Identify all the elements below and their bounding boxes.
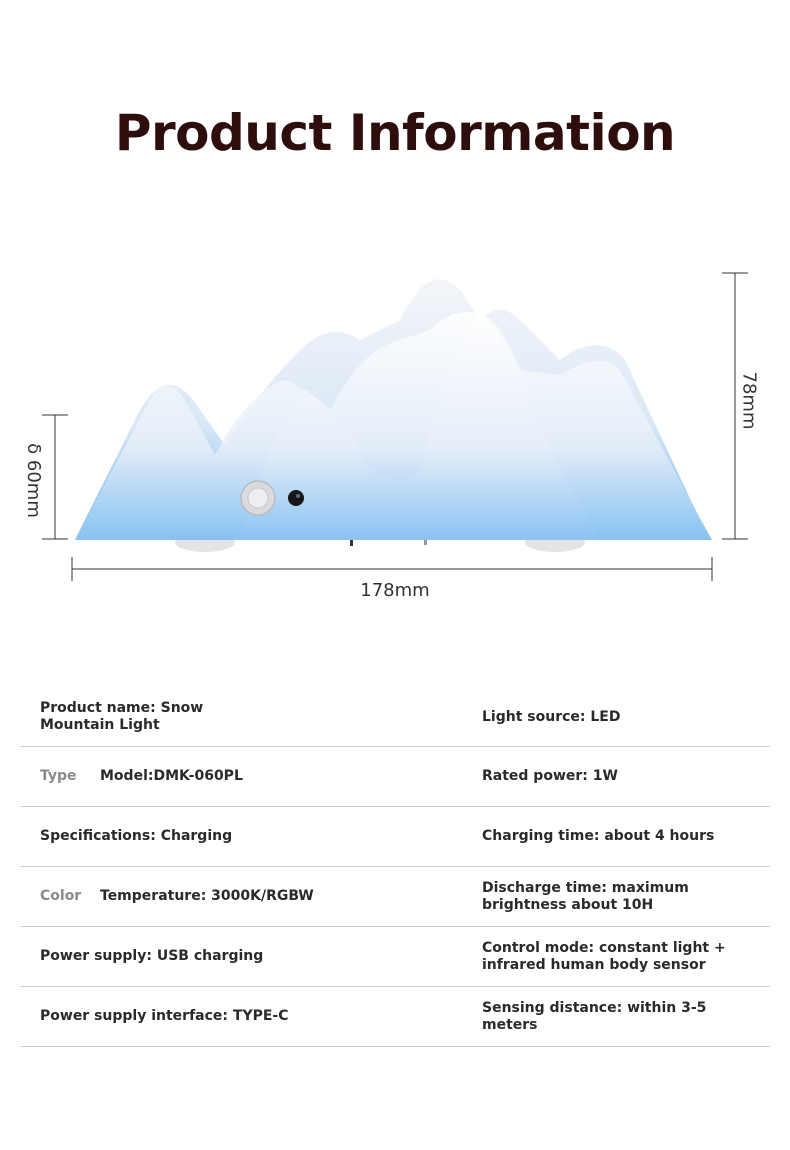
table-row <box>20 807 770 867</box>
light-sensor-dot-icon <box>288 490 304 506</box>
spec-type-label: Type <box>40 768 77 784</box>
spec-power-supply: Power supply: USB charging <box>40 948 264 964</box>
spec-power-interface: Power supply interface: TYPE-C <box>40 1008 289 1024</box>
height-label: 78mm <box>738 371 760 430</box>
spec-color-label: Color <box>40 888 82 904</box>
spec-table <box>20 688 770 1047</box>
spec-model: Model:DMK-060PL <box>100 768 243 784</box>
table-row <box>20 867 770 927</box>
spec-sensing-distance: Sensing distance: within 3-5 meters <box>482 999 707 1033</box>
table-row <box>20 927 770 987</box>
spec-control-mode: Control mode: constant light + infrared human body sensor <box>482 939 726 973</box>
spec-specifications: Specifications: Charging <box>40 828 233 844</box>
spec-type-cell <box>40 747 440 806</box>
light-sensor-glint <box>296 494 300 498</box>
table-row <box>20 747 770 807</box>
spec-color-cell <box>40 867 440 926</box>
product-dimension-figure <box>0 260 790 620</box>
width-label: 178mm <box>360 580 430 601</box>
table-row <box>20 987 770 1047</box>
table-row <box>20 688 770 747</box>
mountain-light-illustration <box>0 260 790 620</box>
spec-discharge-time: Discharge time: maximum brightness about 10H <box>482 879 689 913</box>
spec-rated-power: Rated power: 1W <box>482 768 618 784</box>
spec-temperature: Temperature: 3000K/RGBW <box>100 888 314 904</box>
spec-charging-time: Charging time: about 4 hours <box>482 828 715 844</box>
pir-sensor-lens <box>248 488 268 508</box>
page-title: Product Information <box>114 104 676 162</box>
depth-label: δ 60mm <box>22 443 44 518</box>
spec-product-name: Product name: Snow Mountain Light <box>40 700 204 733</box>
spec-light-source: Light source: LED <box>482 708 621 725</box>
